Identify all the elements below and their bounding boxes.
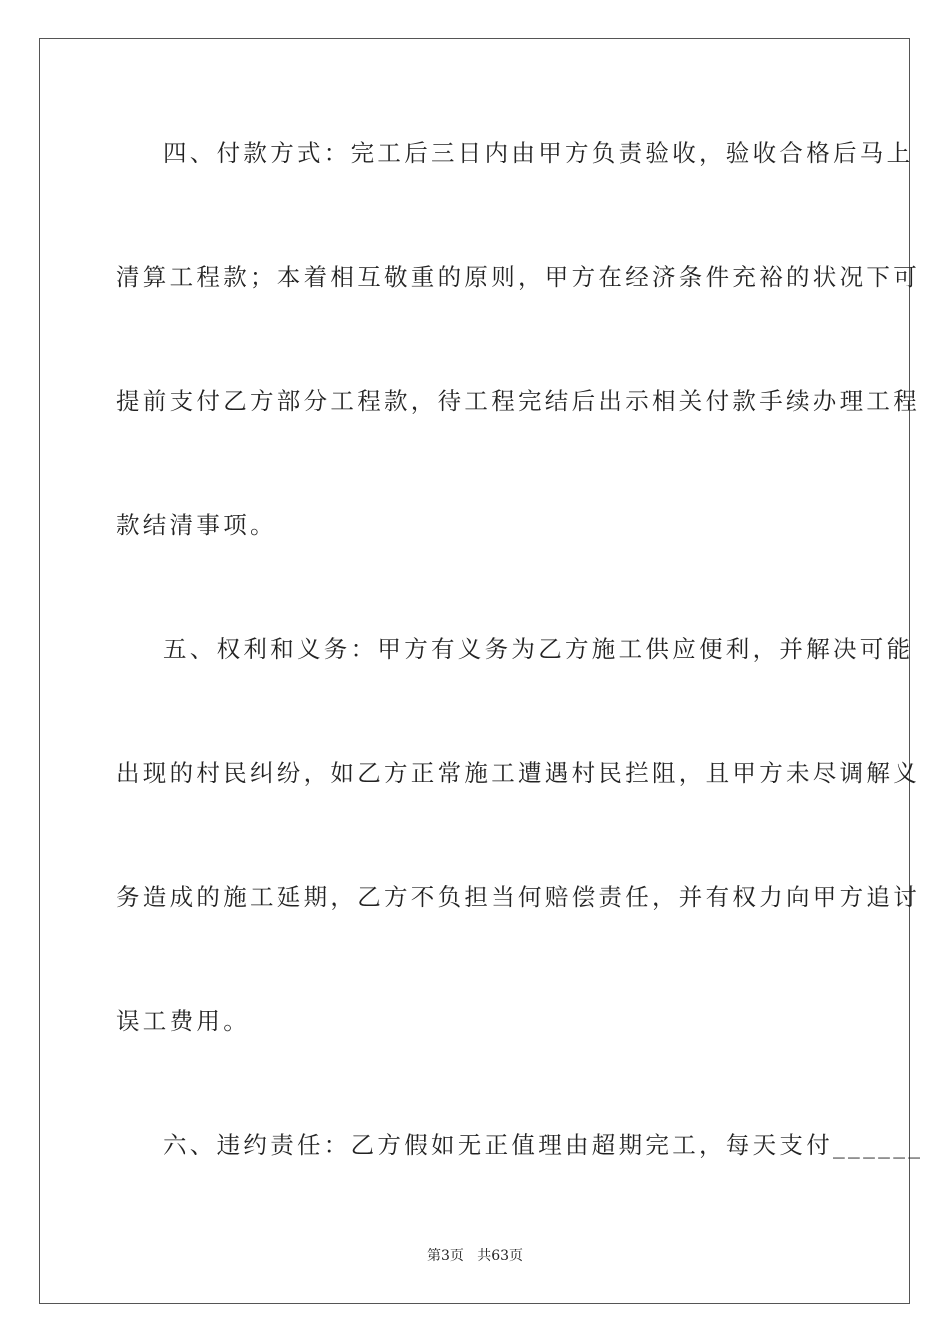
clause-5-line-3: 务造成的施工延期，乙方不负担当何赔偿责任，并有权力向甲方追讨 xyxy=(116,883,920,911)
clause-4-line-4: 款结清事项。 xyxy=(116,511,277,539)
clause-4-line-3: 提前支付乙方部分工程款，待工程完结后出示相关付款手续办理工程 xyxy=(116,387,920,415)
page-border xyxy=(39,38,924,1304)
page-number-footer: 第3页 共63页 xyxy=(426,1248,524,1264)
clause-4-line-2: 清算工程款；本着相互敬重的原则，甲方在经济条件充裕的状况下可 xyxy=(116,263,920,291)
clause-6-line-1: 六、违约责任：乙方假如无正值理由超期完工，每天支付______ xyxy=(163,1131,924,1159)
clause-5-line-2: 出现的村民纠纷，如乙方正常施工遭遇村民拦阻，且甲方未尽调解义 xyxy=(116,759,920,787)
clause-5-line-1: 五、权利和义务：甲方有义务为乙方施工供应便利，并解决可能 xyxy=(163,635,914,663)
clause-5-line-4: 误工费用。 xyxy=(116,1007,250,1035)
clause-4-line-1: 四、付款方式：完工后三日内由甲方负责验收，验收合格后马上 xyxy=(163,139,914,167)
